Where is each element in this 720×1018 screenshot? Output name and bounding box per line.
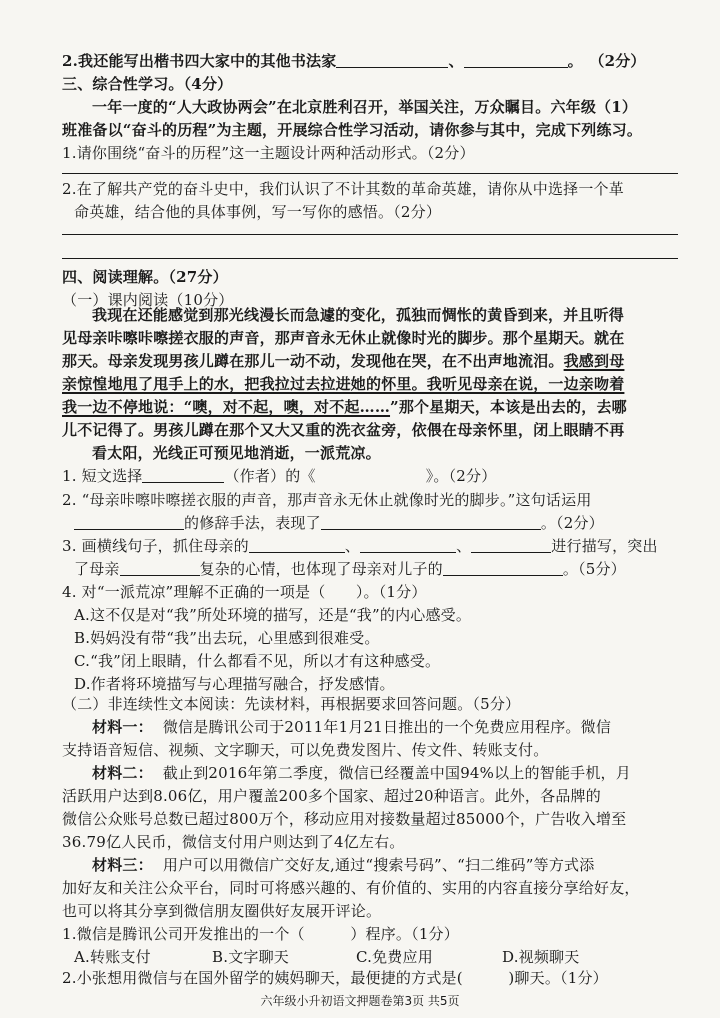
material-2: 材料二： 截止到2016年第二季度，微信已经覆盖中国94%以上的智能手机，月 <box>92 764 631 782</box>
material-1: 支持语音短信、视频、文字聊天，可以免费发图片、传文件、转账支付。 <box>62 741 549 759</box>
answer-blank[interactable] <box>360 538 456 553</box>
option-a[interactable]: A.这不仅是对“我”所处环境的描写，还是“我”的内心感受。 <box>74 606 472 624</box>
answer-line[interactable] <box>62 173 678 174</box>
s3-question-2: 命英雄，结合他的具体事例，写一写你的感悟。（2分） <box>74 203 442 221</box>
material-2: 微信公众账号总数已超过800万个，移动应用对接数量超过85000个，广告收入增至 <box>62 810 627 828</box>
reading-question-3: 3. 画横线句子，抓住母亲的 、 、 进行描写，突出 <box>62 537 658 555</box>
reading-question-2: 的修辞手法，表现了 。（2分） <box>74 514 698 532</box>
s3-question-2: 2.在了解共产党的奋斗史中，我们认识了不计其数的革命英雄，请你从中选择一个革 <box>62 180 624 198</box>
answer-blank[interactable] <box>249 538 345 553</box>
reading-question-1: 1. 短文选择 （作者）的《 》。（2分） <box>62 467 497 485</box>
passage-line: 见母亲咔嚓咔嚓搓衣服的声音，那声音永无休止就像时光的脚步。那个星期天。就在 <box>62 329 625 347</box>
calligraphy-question: 2.我还能写出楷书四大家中的其他书法家 、 。 （2分） <box>62 52 646 70</box>
underlined-sentence: 我感到母 <box>563 352 625 370</box>
material-3: 也可以将其分享到微信朋友圈供好友展开评论。 <box>62 902 382 920</box>
answer-blank[interactable] <box>321 515 541 530</box>
answer-line[interactable] <box>62 234 678 235</box>
reading-question-4: 4. 对“一派荒凉”理解不正确的一项是（ ）。（1分） <box>62 583 427 601</box>
answer-blank[interactable] <box>336 53 448 68</box>
passage-line: 我现在还能感觉到那光线漫长而急遽的变化，孤独而惆怅的黄昏到来，并且听得 <box>92 306 625 324</box>
passage-line: 儿不记得了。男孩儿蹲在那个又大又重的洗衣盆旁，依偎在母亲怀里，闭上眼睛不再 <box>62 421 625 439</box>
passage-line: 看太阳，光线正可预见地消逝，一派荒凉。 <box>92 444 381 462</box>
section-3-heading: 三、综合性学习。（4分） <box>62 75 233 93</box>
section-3-intro: 班准备以“奋斗的历程”为主题，开展综合性学习活动，请你参与其中，完成下列练习。 <box>62 121 643 139</box>
option-d[interactable]: D.作者将环境描写与心理描写融合，抒发感情。 <box>74 675 395 693</box>
page-footer: 六年级小升初语文押题卷第3页 共5页 <box>260 994 460 1008</box>
part-2-heading: （二）非连续性文本阅读：先读材料，再根据要求回答问题。（5分） <box>62 695 521 713</box>
option-c[interactable]: C.免费应用 <box>356 948 433 966</box>
section-4-heading: 四、阅读理解。（27分） <box>62 268 228 286</box>
material-question-2: 2.小张想用微信与在国外留学的姨妈聊天，最便捷的方式是( )聊天。（1分） <box>62 969 608 987</box>
option-b[interactable]: B.妈妈没有带“我”出去玩，心里感到很难受。 <box>74 629 380 647</box>
s3-question-1: 1.请你围绕“奋斗的历程”这一主题设计两种活动形式。（2分） <box>62 144 475 162</box>
answer-blank[interactable] <box>74 515 184 530</box>
answer-blank[interactable] <box>120 561 200 576</box>
option-a[interactable]: A.转账支付 <box>74 948 151 966</box>
passage-line: 我一边不停地说：“噢，对不起，噢，对不起……”那个星期天，本该是出去的，去哪 <box>62 398 627 416</box>
passage-line: 那天。母亲发现男孩儿蹲在那儿一动不动，发现他在哭，在不出声地流泪。我感到母 <box>62 352 625 370</box>
answer-line[interactable] <box>62 258 678 259</box>
option-d[interactable]: D.视频聊天 <box>502 948 580 966</box>
underlined-sentence: 我一边不停地说：“噢，对不起，噢，对不起…… <box>62 398 391 416</box>
reading-question-2: 2. “母亲咔嚓咔嚓搓衣服的声音，那声音永无休止就像时光的脚步。”这句话运用 <box>62 491 592 509</box>
material-2: 36.79亿人民币，微信支付用户则达到了4亿左右。 <box>62 833 405 851</box>
material-q1-options <box>74 948 698 966</box>
answer-blank[interactable] <box>443 561 563 576</box>
material-3: 加好友和关注公众平台，同时可将感兴趣的、有价值的、实用的内容直接分享给好友， <box>62 879 640 897</box>
part-1-heading: （一）课内阅读（10分） <box>62 291 234 309</box>
option-c[interactable]: C.“我”闭上眼睛，什么都看不见，所以才有这种感受。 <box>74 652 441 670</box>
material-2: 活跃用户达到8.06亿，用户覆盖200多个国家、超过20种语言。此外，各品牌的 <box>62 787 601 805</box>
section-3-intro: 一年一度的“人大政协两会”在北京胜利召开，举国关注，万众瞩目。六年级（1） <box>92 98 638 116</box>
option-b[interactable]: B.文字聊天 <box>212 948 289 966</box>
material-1: 材料一： 微信是腾讯公司于2011年1月21日推出的一个免费应用程序。微信 <box>92 718 612 736</box>
material-3: 材料三： 用户可以用微信广交好友,通过“搜索号码”、“扫二维码”等方式添 <box>92 856 595 874</box>
underlined-sentence: 亲惊惶地甩了甩手上的水，把我拉过去拉进她的怀里。我听见母亲在说，一边亲吻着 <box>62 375 625 393</box>
answer-blank[interactable] <box>142 468 224 483</box>
material-question-1: 1.微信是腾讯公司开发推出的一个（ ）程序。（1分） <box>62 925 459 943</box>
reading-question-3: 了母亲 复杂的心情，也体现了母亲对儿子的 。（5分） <box>74 560 626 578</box>
answer-blank[interactable] <box>464 53 568 68</box>
answer-blank[interactable] <box>471 538 551 553</box>
